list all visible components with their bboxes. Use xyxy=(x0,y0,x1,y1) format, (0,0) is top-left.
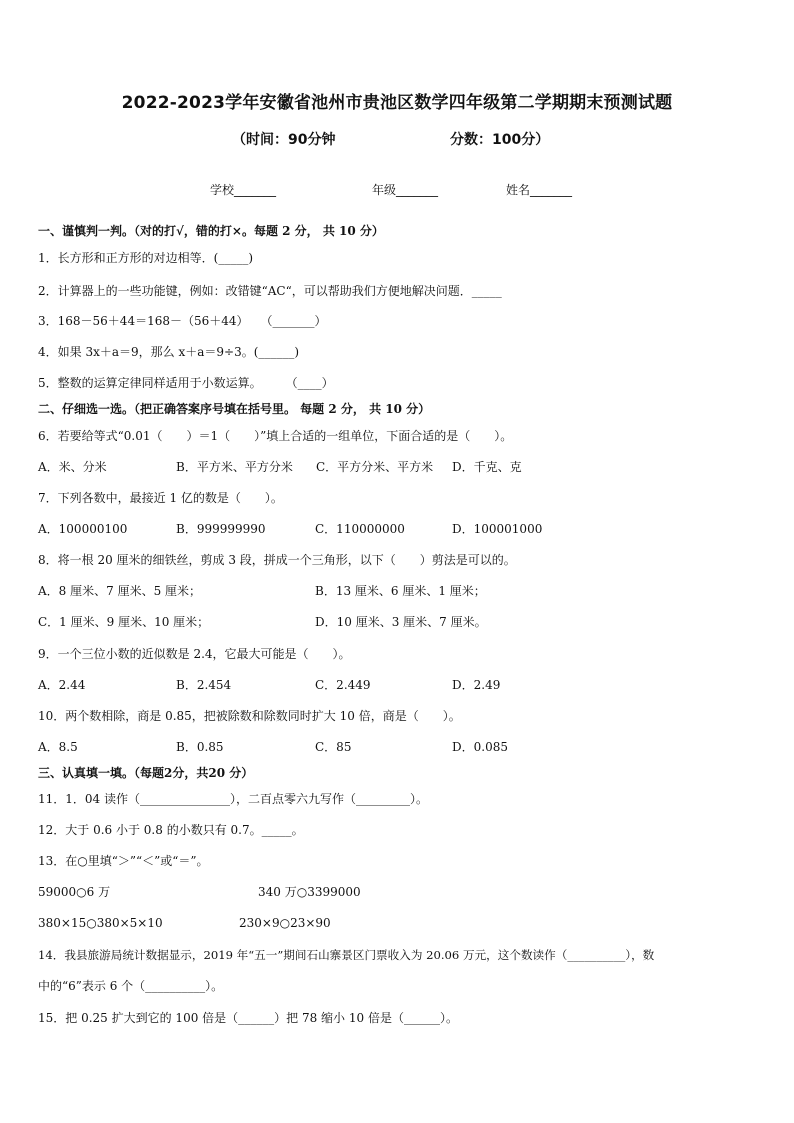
question-6: 6．若要给等式“0.01（ ）＝1（ ）”填上合适的一组单位，下面合适的是（ ）。 xyxy=(38,429,513,443)
q9-option-b: B．2.454 xyxy=(176,678,232,692)
question-8: 8．将一根 20 厘米的细铁丝，剪成 3 段，拼成一个三角形，以下（ ）剪法是可以的。 xyxy=(38,553,516,567)
q8-option-b: B．13 厘米、6 厘米、1 厘米； xyxy=(315,584,486,598)
question-9: 9．一个三位小数的近似数是 2.4，它最大可能是（ ）。 xyxy=(38,647,351,661)
exam-time: （时间：90分钟 xyxy=(232,132,336,148)
question-3: 3．168－56＋44＝168－（56＋44） （_______） xyxy=(38,314,327,328)
q6-option-b: B．平方米、平方分米 xyxy=(176,460,293,474)
q8-option-c: C．1 厘米、9 厘米、10 厘米； xyxy=(38,615,210,629)
section-heading-2: 二、仔细选一选。（把正确答案序号填在括号里。 每题 2 分， 共 10 分） xyxy=(38,402,431,416)
name-field: 姓名_______ xyxy=(506,183,573,197)
q9-option-c: C．2.449 xyxy=(315,678,371,692)
question-2: 2．计算器上的一些功能键，例如：改错键“AC“，可以帮助我们方便地解决问题．_____ xyxy=(38,284,502,298)
question-4: 4．如果 3x＋a＝9，那么 x＋a＝9÷3。(______) xyxy=(38,345,300,359)
question-15: 15．把 0.25 扩大到它的 100 倍是（______）把 78 缩小 10 倍是（______）。 xyxy=(38,1011,458,1025)
question-14-line-1: 14．我县旅游局统计数据显示，2019 年“五一”期间石山寨景区门票收入为 20.06 万元，这个数读作（__________），数 xyxy=(38,948,655,962)
section-heading-3: 三、认真填一填。（每题2分，共20 分） xyxy=(38,766,254,780)
q10-option-b: B．0.85 xyxy=(176,740,224,754)
grade-field: 年级_______ xyxy=(372,183,439,197)
q6-option-c: C．平方分米、平方米 xyxy=(316,460,434,474)
q6-option-d: D．千克、克 xyxy=(452,460,522,474)
exam-score: 分数：100分） xyxy=(450,132,550,148)
exam-title: 2022-2023学年安徽省池州市贵池区数学四年级第二学期期末预测试题 xyxy=(121,93,673,113)
question-13: 13．在○里填“＞”“＜”或“＝”。 xyxy=(38,854,209,868)
question-10: 10．两个数相除，商是 0.85，把被除数和除数同时扩大 10 倍，商是（ ）。 xyxy=(38,709,461,723)
school-field: 学校_______ xyxy=(210,183,277,197)
q10-option-c: C．85 xyxy=(315,740,352,754)
q8-option-d: D．10 厘米、3 厘米、7 厘米。 xyxy=(315,615,487,629)
question-11: 11．1．04 读作（_______________），二百点零六九写作（_________）。 xyxy=(38,792,428,806)
q7-option-a: A．100000100 xyxy=(38,522,128,536)
q9-option-d: D．2.49 xyxy=(452,678,501,692)
question-7: 7．下列各数中，最接近 1 亿的数是（ ）。 xyxy=(38,491,283,505)
q8-option-a: A．8 厘米、7 厘米、5 厘米； xyxy=(38,584,202,598)
q13-item-1: 59000○6 万 xyxy=(38,885,111,899)
q6-option-a: A．米、分米 xyxy=(38,460,107,474)
q13-item-3: 380×15○380×5×10 xyxy=(38,916,163,930)
q7-option-b: B．999999990 xyxy=(176,522,266,536)
question-12: 12．大于 0.6 小于 0.8 的小数只有 0.7。_____。 xyxy=(38,823,304,837)
q7-option-c: C．110000000 xyxy=(315,522,405,536)
question-14-line-2: 中的“6”表示 6 个（__________）。 xyxy=(38,979,224,993)
section-heading-1: 一、谨慎判一判。（对的打√，错的打×。每题 2 分， 共 10 分） xyxy=(38,224,384,238)
q9-option-a: A．2.44 xyxy=(38,678,86,692)
q10-option-a: A．8.5 xyxy=(38,740,78,754)
question-5: 5．整数的运算定律同样适用于小数运算。 （____） xyxy=(38,376,334,390)
q7-option-d: D．100001000 xyxy=(452,522,543,536)
q13-item-4: 230×9○23×90 xyxy=(239,916,331,930)
question-1: 1．长方形和正方形的对边相等．(_____) xyxy=(38,251,253,265)
q10-option-d: D．0.085 xyxy=(452,740,508,754)
q13-item-2: 340 万○3399000 xyxy=(258,885,361,899)
